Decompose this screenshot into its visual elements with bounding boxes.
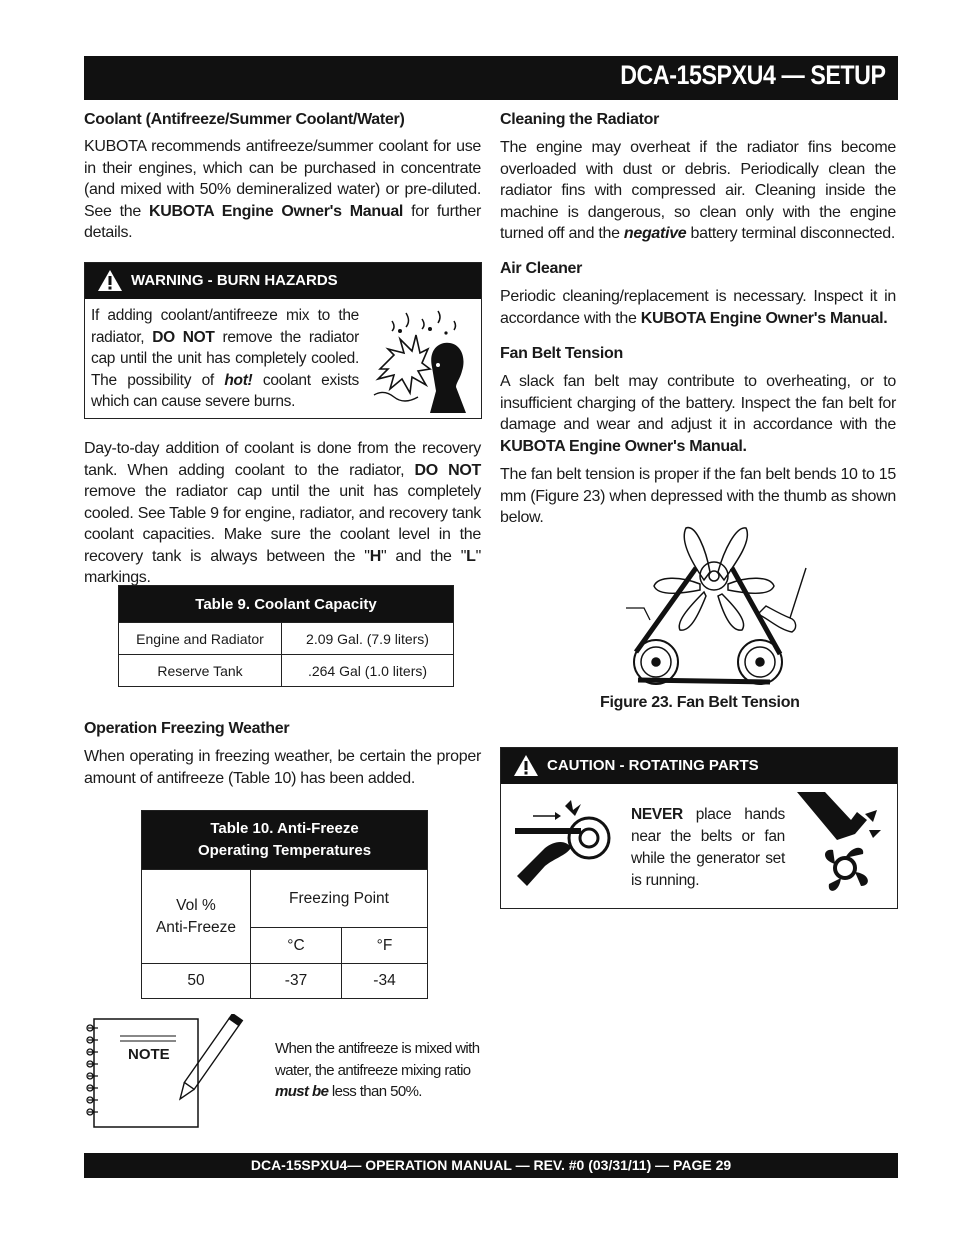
warning-burn-hazards [84,262,482,419]
fan-belt-figure [620,520,810,685]
table-row: Engine and Radiator 2.09 Gal. (7.9 liters) [119,623,454,655]
fahrenheit-header: °F [342,928,428,964]
celsius-header: °C [251,928,342,964]
warning-header [85,263,481,299]
table-row: 50 -37 -34 [142,964,428,999]
note-notepad-icon [84,1014,274,1130]
caution-header [501,748,897,784]
note-label: NOTE [128,1046,170,1063]
table-row: Reserve Tank .264 Gal (1.0 liters) [119,655,454,687]
caution-text: NEVER place hands near the belts or fan while the generator set is running. [631,806,785,889]
fan-belt-paragraph: A slack fan belt may contribute to overheating, or to insufficient charging of the battery. Inspect the fan belt for damage and wear and adjust it in accordance with the KUBOTA Engine Owner's Manual. [500,373,896,455]
fan-hand-icon [795,790,885,900]
day-to-day-paragraph: Day-to-day addition of coolant is done from the recovery tank. When adding coolant to the radiator, DO NOT remove the radiator cap until the unit has completely cooled. See Table 9 for engine, radiator, and recovery tank coolant capacities. Make sure the coolant level in the recovery tank is always between the "H" and the "L" markings. [84,440,481,586]
anti-freeze-table [141,810,428,999]
coolant-heading: Coolant (Antifreeze/Summer Coolant/Water) [84,111,405,128]
figure-caption: Figure 23. Fan Belt Tension [600,694,800,711]
caution-title: CAUTION - ROTATING PARTS [547,757,759,774]
freezing-heading: Operation Freezing Weather [84,720,290,737]
table-title: Table 10. Anti-Freeze Operating Temperatures [142,811,428,870]
warning-text: If adding coolant/antifreeze mix to the radiator, DO NOT remove the radiator cap until the unit has completely cooled. The possibility of hot! coolant exists which can cause severe burns. [91,307,360,410]
page-header [84,56,898,100]
air-cleaner-heading: Air Cleaner [500,260,583,277]
warning-triangle-icon [513,754,539,777]
coolant-paragraph: KUBOTA recommends antifreeze/summer coolant for use in their engines, which can be purchased in concentrate (and mixed with 50% demineralized water) or pre-diluted. See the KUBOTA Engine Owner's Manual for further details. [84,138,481,241]
air-cleaner-paragraph: Periodic cleaning/replacement is necessary. Inspect it in accordance with the KUBOTA Engine Owner's Manual. [500,288,896,327]
cleaning-paragraph: The engine may overheat if the radiator fins become overloaded with dust or debris. Periodically clean the radiator fins with compressed air. Cleaning inside the machine is dangerous, so clean only with the engine turned off and the negative battery terminal disconnected. [500,139,896,242]
burn-hazard-icon [370,309,470,413]
coolant-capacity-table [118,585,454,687]
warning-title: WARNING - BURN HAZARDS [131,272,338,289]
caution-rotating-parts [500,747,898,909]
page-footer: DCA-15SPXU4— OPERATION MANUAL — REV. #0 (03/31/11) — PAGE 29 [84,1153,898,1178]
fan-belt-tension-paragraph: The fan belt tension is proper if the fan belt bends 10 to 15 mm (Figure 23) when depressed with the thumb as shown below. [500,466,896,526]
cleaning-heading: Cleaning the Radiator [500,111,660,128]
freezing-point-header: Freezing Point [251,870,428,928]
belt-pinch-icon [515,796,615,888]
vol-header: Vol % Anti-Freeze [142,870,251,964]
fan-belt-heading: Fan Belt Tension [500,345,623,362]
table-title: Table 9. Coolant Capacity [119,586,454,623]
note-text: When the antifreeze is mixed with water, the antifreeze mixing ratio must be less than 50%. [275,1040,480,1100]
freezing-paragraph: When operating in freezing weather, be certain the proper amount of antifreeze (Table 10) has been added. [84,748,481,787]
page-title: DCA-15SPXU4 — SETUP [620,60,886,90]
warning-triangle-icon [97,269,123,292]
